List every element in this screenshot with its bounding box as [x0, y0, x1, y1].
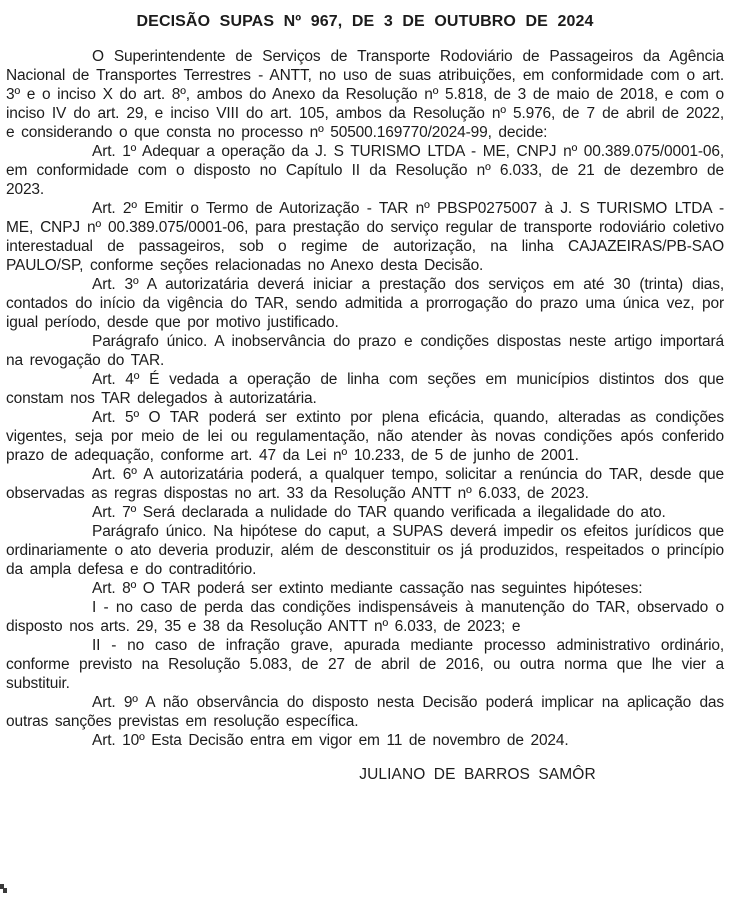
paragraph-art-2: Art. 2º Emitir o Termo de Autorização - TAR nº PBSP0275007 à J. S TURISMO LTDA - ME, CNPJ nº 00.389.075/0001-06, para prestação do serviço regular de transporte rodoviário coletivo interestadual de passageiros, sob o regime de autorização, na linha CAJAZEIRAS/PB-SAO PAULO/SP, conforme seções relacionadas no Anexo desta Decisão.	[6, 200, 724, 274]
document-body	[6, 47, 724, 750]
document-title: DECISÃO SUPAS Nº 967, DE 3 DE OUTUBRO DE 2024	[136, 13, 594, 30]
paragraph-art-5: Art. 5º O TAR poderá ser extinto por plena eficácia, quando, alteradas as condições vigentes, seja por meio de lei ou regulamentação, não atender às novas condições após conferido prazo de adequação, conforme art. 47 da Lei nº 10.233, de 5 de junho de 2001.	[6, 409, 724, 464]
paragraph-art-1: Art. 1º Adequar a operação da J. S TURISMO LTDA - ME, CNPJ nº 00.389.075/0001-06, em conformidade com o disposto no Capítulo II da Resolução nº 6.033, de 21 de dezembro de 2023.	[6, 143, 724, 198]
paragraph-art-3-paragrafo-unico: Parágrafo único. A inobservância do prazo e condições dispostas neste artigo importará na revogação do TAR.	[6, 333, 724, 369]
signature-block	[6, 765, 724, 784]
paragraph-art-8: Art. 8º O TAR poderá ser extinto mediante cassação nas seguintes hipóteses:	[92, 580, 643, 597]
page-edge-artifact	[0, 884, 4, 889]
paragraph-art-8-inciso-i: I - no caso de perda das condições indispensáveis à manutenção do TAR, observado o disposto nos arts. 29, 35 e 38 da Resolução ANTT nº 6.033, de 2023; e	[6, 599, 724, 635]
signature-name: JULIANO DE BARROS SAMÔR	[359, 766, 596, 783]
paragraph-preamble: O Superintendente de Serviços de Transporte Rodoviário de Passageiros da Agência Nacional de Transportes Terrestres - ANTT, no uso de suas atribuições, em conformidade com o art. 3º e o inciso X do art. 8º, ambos do Anexo da Resolução nº 5.818, de 3 de maio de 2018, e com o inciso IV do art. 29, e inciso VIII do art. 105, ambos da Resolução nº 5.976, de 7 de abril de 2022, e considerando o que consta no processo nº 50500.169770/2024-99, decide:	[6, 48, 724, 141]
paragraph-art-7-paragrafo-unico: Parágrafo único. Na hipótese do caput, a SUPAS deverá impedir os efeitos jurídicos que ordinariamente o ato deveria produzir, além de desconstituir os já produzidos, respeitados o princípio da ampla defesa e do contraditório.	[6, 523, 724, 578]
paragraph-art-9: Art. 9º A não observância do disposto nesta Decisão poderá implicar na aplicação das outras sanções previstas em resolução específica.	[6, 694, 724, 730]
paragraph-art-3: Art. 3º A autorizatária deverá iniciar a prestação dos serviços em até 30 (trinta) dias, contados do início da vigência do TAR, sendo admitida a prorrogação do prazo uma única vez, por igual período, desde que por motivo justificado.	[6, 276, 724, 331]
paragraph-art-6: Art. 6º A autorizatária poderá, a qualquer tempo, solicitar a renúncia do TAR, desde que observadas as regras dispostas no art. 33 da Resolução ANTT nº 6.033, de 2023.	[6, 466, 724, 502]
paragraph-art-4: Art. 4º É vedada a operação de linha com seções em municípios distintos dos que constam nos TAR delegados à autorizatária.	[6, 371, 724, 407]
paragraph-art-10: Art. 10º Esta Decisão entra em vigor em 11 de novembro de 2024.	[92, 732, 569, 749]
paragraph-art-7: Art. 7º Será declarada a nulidade do TAR quando verificada a ilegalidade do ato.	[92, 504, 666, 521]
paragraph-art-8-inciso-ii: II - no caso de infração grave, apurada mediante processo administrativo ordinário, conforme previsto na Resolução 5.083, de 27 de abril de 2016, ou outra norma que lhe vier a substituir.	[6, 637, 724, 692]
